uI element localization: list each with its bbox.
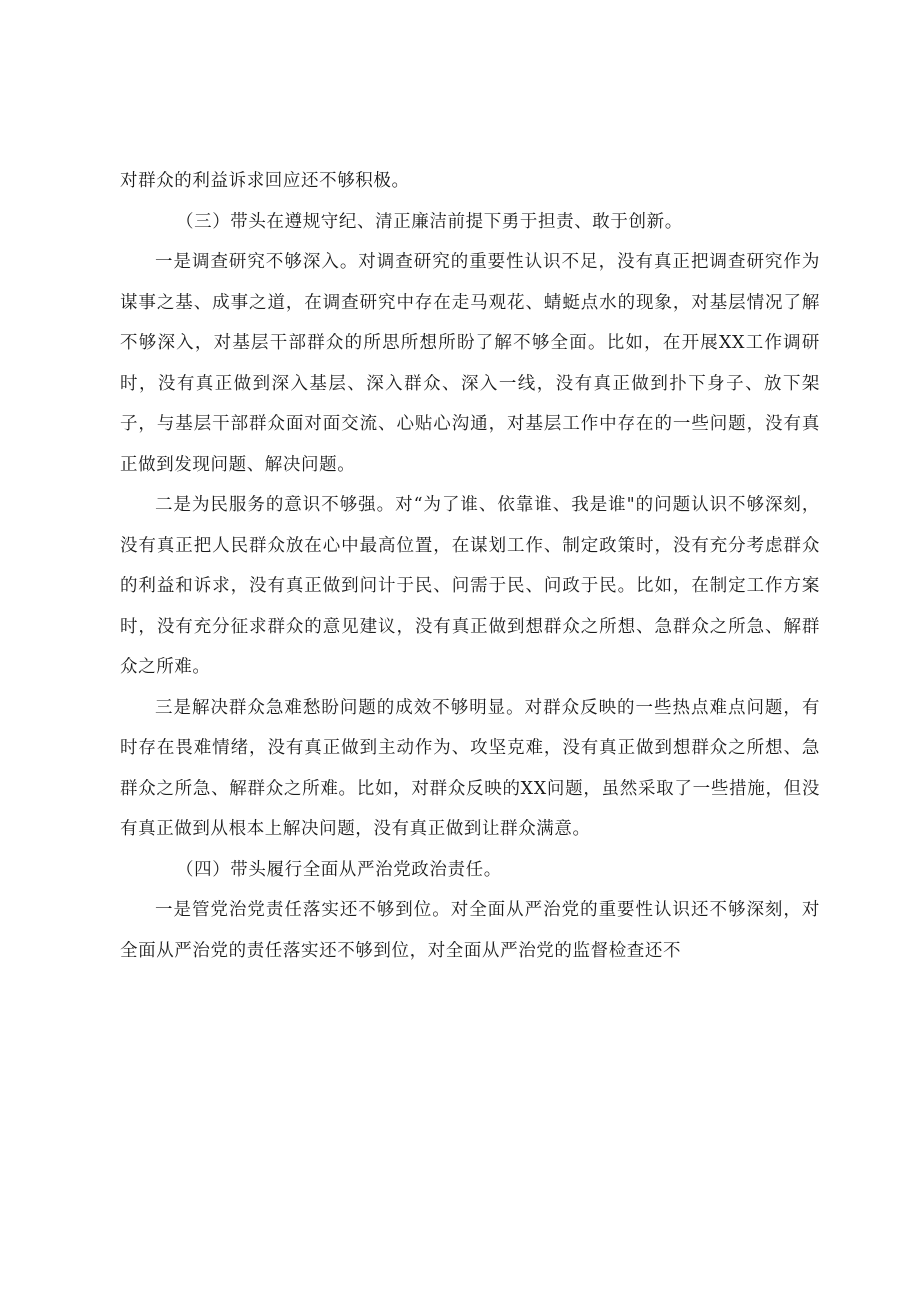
paragraph-problem-solving: 三是解决群众急难愁盼问题的成效不够明显。对群众反映的一些热点难点问题，有时存在畏难情绪，没有真正做到主动作为、攻坚克难，没有真正做到想群众之所想、急群众之所急、解群众之所难。比如，对群众反映的XX问题，虽然采取了一些措施，但没有真正做到从根本上解决问题，没有真正做到让群众满意。 xyxy=(120,697,820,839)
paragraph-party-governance: 一是管党治党责任落实还不够到位。对全面从严治党的重要性认识还不够深刻，对全面从严治党的责任落实还不够到位，对全面从严治党的监督检查还不 xyxy=(120,900,820,961)
paragraph-research: 一是调查研究不够深入。对调查研究的重要性认识不足，没有真正把调查研究作为谋事之基、成事之道，在调查研究中存在走马观花、蜻蜓点水的现象，对基层情况了解不够深入，对基层干部群众的所思所想所盼了解不够全面。比如，在开展XX工作调研时，没有真正做到深入基层、深入群众、深入一线，没有真正做到扑下身子、放下架子，与基层干部群众面对面交流、心贴心沟通，对基层工作中存在的一些问题，没有真正做到发现问题、解决问题。 xyxy=(120,252,820,475)
paragraph-service-awareness: 二是为民服务的意识不够强。对“为了谁、依靠谁、我是谁"的问题认识不够深刻，没有真正把人民群众放在心中最高位置，在谋划工作、制定政策时，没有充分考虑群众的利益和诉求，没有真正做到问计于民、问需于民、问政于民。比如，在制定工作方案时，没有充分征求群众的意见建议，没有真正做到想群众之所想、急群众之所急、解群众之所难。 xyxy=(120,495,820,677)
paragraph-continuation: 对群众的利益诉求回应还不够积极。 xyxy=(120,171,410,191)
document-body xyxy=(120,161,820,971)
section-heading-3: （三）带头在遵规守纪、清正廉洁前提下勇于担责、敢于创新。 xyxy=(176,211,683,232)
section-heading-4: （四）带头履行全面从严治党政治责任。 xyxy=(176,859,502,880)
